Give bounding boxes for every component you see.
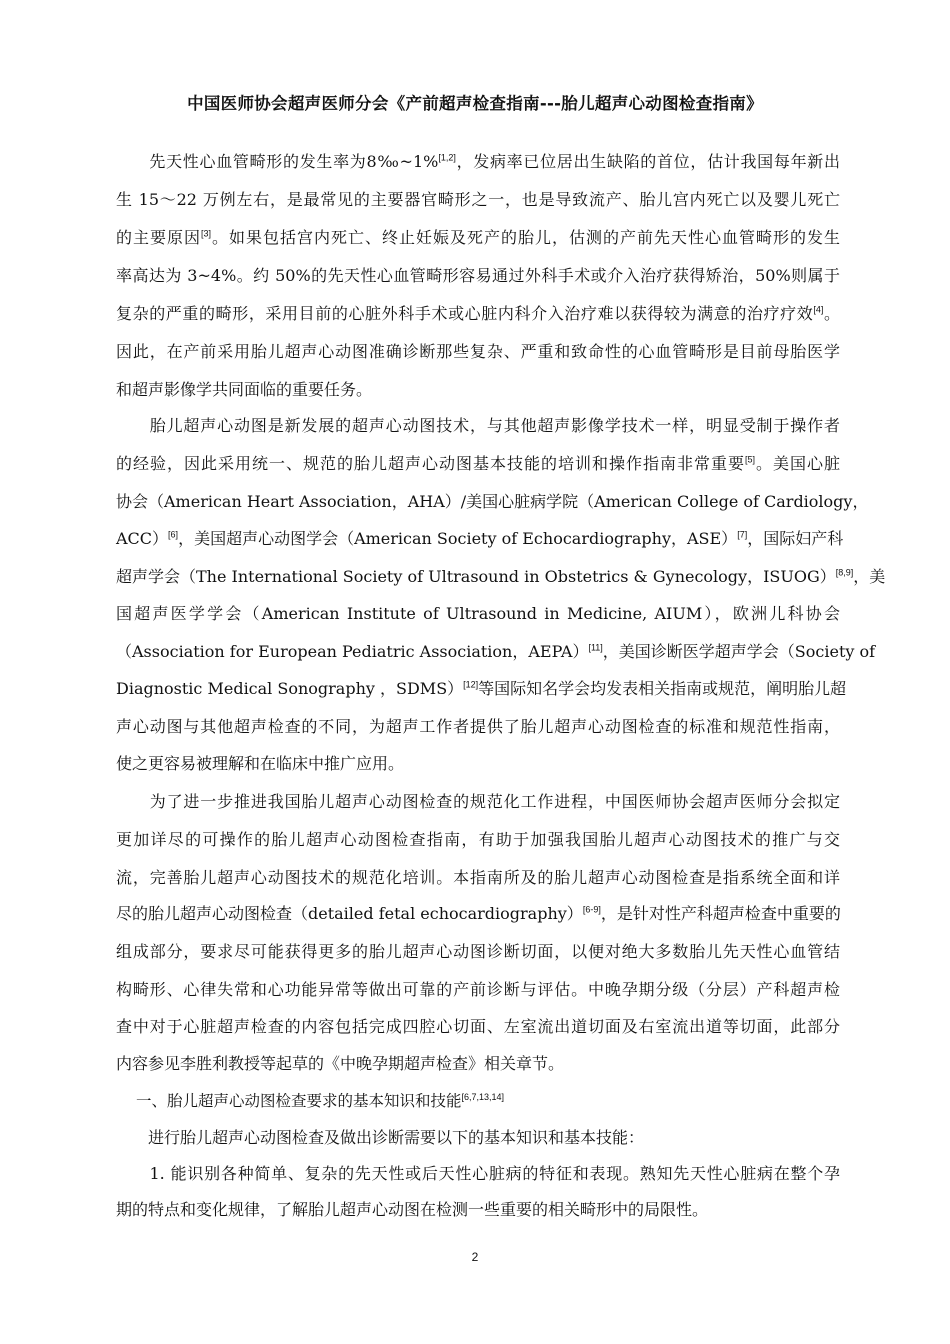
section-heading: 一、胎儿超声心动图检查要求的基本知识和技能[6,7,13,14]: [136, 1091, 505, 1110]
citation-ref: [6,7,13,14]: [461, 1091, 505, 1102]
text-line: 胎儿超声心动图是新发展的超声心动图技术，与其他超声影像学技术一样，明显受制于操作者: [116, 416, 840, 435]
text-line: 更加详尽的可操作的胎儿超声心动图检查指南，有助于加强我国胎儿超声心动图技术的推广与交: [116, 830, 840, 849]
text-line: 复杂的严重的畸形，采用目前的心脏外科手术或心脏内科介入治疗难以获得较为满意的治疗疗效[4]。: [116, 304, 840, 323]
citation-ref: [1,2]: [438, 152, 456, 163]
citation-ref: [11]: [588, 642, 603, 653]
text-line: 组成部分，要求尽可能获得更多的胎儿超声心动图诊断切面，以便对绝大多数胎儿先天性心血管结: [116, 942, 840, 961]
text-line: 协会（American Heart Association，AHA）/美国心脏病学院（American College of Cardiology，: [116, 492, 869, 511]
citation-ref: [6]: [168, 529, 179, 540]
document-title: 中国医师协会超声医师分会《产前超声检查指南---胎儿超声心动图检查指南》: [187, 94, 763, 113]
text-line: 构畸形、心律失常和心功能异常等做出可靠的产前诊断与评估。中晚孕期分级（分层）产科超声检: [116, 980, 840, 999]
text-line: 尽的胎儿超声心动图检查（detailed fetal echocardiography）[6-9]，是针对性产科超声检查中重要的: [116, 904, 841, 923]
citation-ref: [12]: [463, 679, 479, 690]
text-line: （Association for European Pediatric Association，AEPA）[11]，美国诊断医学超声学会（Society of: [116, 642, 876, 661]
citation-ref: [5]: [744, 454, 755, 465]
text-line: 期的特点和变化规律，了解胎儿超声心动图在检测一些重要的相关畸形中的局限性。: [116, 1200, 709, 1219]
text-line: 生 15～22 万例左右，是最常见的主要器官畸形之一，也是导致流产、胎儿宫内死亡以及婴儿死亡: [116, 190, 840, 209]
text-line: 先天性心血管畸形的发生率为8‰~1%[1,2]，发病率已位居出生缺陷的首位，估计我国每年新出: [116, 152, 840, 171]
text-line: 查中对于心脏超声检查的内容包括完成四腔心切面、左室流出道切面及右室流出道等切面，此部分: [116, 1017, 840, 1036]
text-line: 的经验，因此采用统一、规范的胎儿超声心动图基本技能的培训和操作指南非常重要[5]。美国心脏: [116, 454, 840, 473]
citation-ref: [7]: [737, 529, 748, 540]
text-line: 率高达为 3~4%。约 50%的先天性心血管畸形容易通过外科手术或介入治疗获得矫治，50%则属于: [116, 266, 840, 285]
text-line: 为了进一步推进我国胎儿超声心动图检查的规范化工作进程，中国医师协会超声医师分会拟定: [116, 792, 840, 811]
text-line: 国超声医学学会（American Institute of Ultrasound in Medicine, AIUM），欧洲儿科协会: [116, 604, 840, 623]
citation-ref: [6-9]: [582, 904, 601, 915]
text-line: ACC）[6]，美国超声心动图学会（American Society of Echocardiography，ASE）[7]，国际妇产科: [116, 529, 844, 548]
text-line: Diagnostic Medical Sonography ，SDMS）[12]等国际知名学会均发表相关指南或规范，阐明胎儿超: [116, 679, 847, 698]
text-line: 使之更容易被理解和在临床中推广应用。: [116, 754, 405, 773]
citation-ref: [3]: [201, 228, 212, 239]
text-line: 和超声影像学共同面临的重要任务。: [116, 380, 373, 399]
citation-ref: [8,9]: [835, 567, 854, 578]
text-line: 流，完善胎儿超声心动图技术的规范化培训。本指南所及的胎儿超声心动图检查是指系统全面和详: [116, 868, 840, 887]
text-line: 因此，在产前采用胎儿超声心动图准确诊断那些复杂、严重和致命性的心血管畸形是目前母胎医学: [116, 342, 840, 361]
text-line: 的主要原因[3]。如果包括宫内死亡、终止妊娠及死产的胎儿，估测的产前先天性心血管畸形的发生: [116, 228, 840, 247]
text-line: 1. 能识别各种简单、复杂的先天性或后天性心脏病的特征和表现。熟知先天性心脏病在整个孕: [116, 1164, 840, 1183]
text-line: 进行胎儿超声心动图检查及做出诊断需要以下的基本知识和基本技能：: [116, 1128, 645, 1147]
text-line: 声心动图与其他超声检查的不同，为超声工作者提供了胎儿超声心动图检查的标准和规范性指南，: [116, 717, 840, 736]
page-number: 2: [471, 1250, 479, 1264]
text-line: 内容参见李胜利教授等起草的《中晚孕期超声检查》相关章节。: [116, 1054, 565, 1073]
citation-ref: [4]: [813, 304, 824, 315]
text-line: 超声学会（The International Society of Ultrasound in Obstetrics & Gynecology，ISUOG）[8,9]，美: [116, 567, 886, 586]
